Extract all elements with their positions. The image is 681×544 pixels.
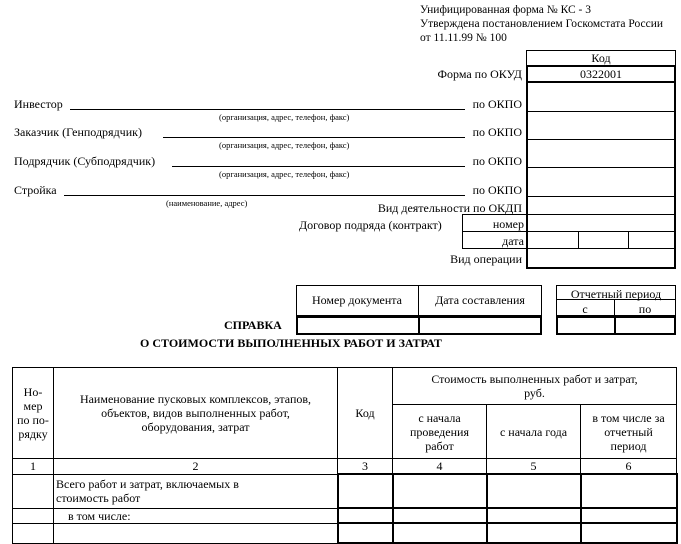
cell-input[interactable] [581,474,677,508]
cell-input[interactable] [393,523,487,543]
table-row [13,474,677,508]
okdp-label: Вид деятельности по ОКДП [377,201,522,215]
code-column-title: Код [526,50,676,66]
code-divider [527,167,675,168]
customer-field[interactable] [163,137,465,138]
cell-input[interactable] [338,474,393,508]
construction-field[interactable] [64,195,465,196]
code-divider [527,248,675,249]
contractor-field[interactable] [172,166,465,167]
col-number: 4 [393,459,487,475]
customer-hint: (организация, адрес, телефон, факс) [219,140,350,150]
operation-label: Вид операции [450,252,522,266]
cell-input[interactable] [581,508,677,523]
col-number: 1 [13,459,54,475]
col-number: 2 [54,459,338,475]
form-header-line3: от 11.11.99 № 100 [420,32,507,44]
cell-input[interactable] [338,523,393,543]
col-number: 5 [487,459,581,475]
form-header-line2: Утверждена постановлением Госкомстата России [420,18,664,30]
okpo-label-contractor: по ОКПО [472,154,522,168]
doc-number-header: Номер документа [311,293,403,307]
col-header-since-start: с начала проведения работ [393,405,487,459]
okud-value: 0322001 [526,65,676,83]
contractor-label: Подрядчик (Субподрядчик) [14,154,156,168]
table-row [13,508,677,523]
contract-date-label: дата [502,234,524,248]
cell-input[interactable] [581,523,677,543]
works-table [12,367,678,544]
cell-input[interactable] [338,508,393,523]
period-header: Отчетный период [570,287,662,301]
col-header-number: Но- мер по по- рядку [13,368,54,459]
col-number: 3 [338,459,393,475]
table-row [13,523,677,543]
certificate-subtitle: О СТОИМОСТИ ВЫПОЛНЕННЫХ РАБОТ И ЗАТРАТ [140,336,442,350]
construction-label: Стройка [14,183,57,197]
customer-label: Заказчик (Генподрядчик) [14,125,142,139]
certificate-title: СПРАВКА [224,318,282,332]
col-header-since-year: с начала года [487,405,581,459]
construction-hint: (наименование, адрес) [166,198,248,208]
form-header-line1: Унифицированная форма № КС - 3 [420,4,592,16]
code-divider [527,214,675,215]
col-header-name: Наименование пусковых комплексов, этапов, объектов, видов выполненных работ, оборудования, затрат [54,368,338,459]
okpo-label-customer: по ОКПО [472,125,522,139]
row-total-label: Всего работ и затрат, включаемых в стоимость работ [54,474,338,508]
col-header-cost: Стоимость выполненных работ и затрат, руб. [393,368,677,405]
code-divider [527,111,675,112]
cell-input[interactable] [487,523,581,543]
code-divider [578,231,579,248]
contract-label: Договор подряда (контракт) [299,218,442,232]
investor-label: Инвестор [14,97,63,111]
row-incl-label: в том числе: [54,508,338,523]
code-divider [527,196,675,197]
okud-label: Форма по ОКУД [437,67,522,81]
contract-number-label: номер [492,217,524,231]
code-divider [628,231,629,248]
period-values[interactable] [556,316,676,335]
okpo-label-construction: по ОКПО [472,183,522,197]
cell-input[interactable] [487,508,581,523]
cell-input[interactable] [487,474,581,508]
col-header-code: Код [338,368,393,459]
cell-input[interactable] [393,474,487,508]
contract-divider [462,231,527,232]
investor-field[interactable] [70,109,465,110]
okpo-label-investor: по ОКПО [472,97,522,111]
code-divider [527,139,675,140]
doc-date-header: Дата составления [435,293,525,307]
investor-hint: (организация, адрес, телефон, факс) [219,112,350,122]
code-divider [527,231,675,232]
contractor-hint: (организация, адрес, телефон, факс) [219,169,350,179]
col-number: 6 [581,459,677,475]
period-divider [614,316,616,335]
period-to-label: по [638,302,652,316]
col-header-period: в том числе за отчетный период [581,405,677,459]
cell-input[interactable] [393,508,487,523]
doc-info-divider [418,316,420,335]
period-from-label: с [582,302,588,316]
